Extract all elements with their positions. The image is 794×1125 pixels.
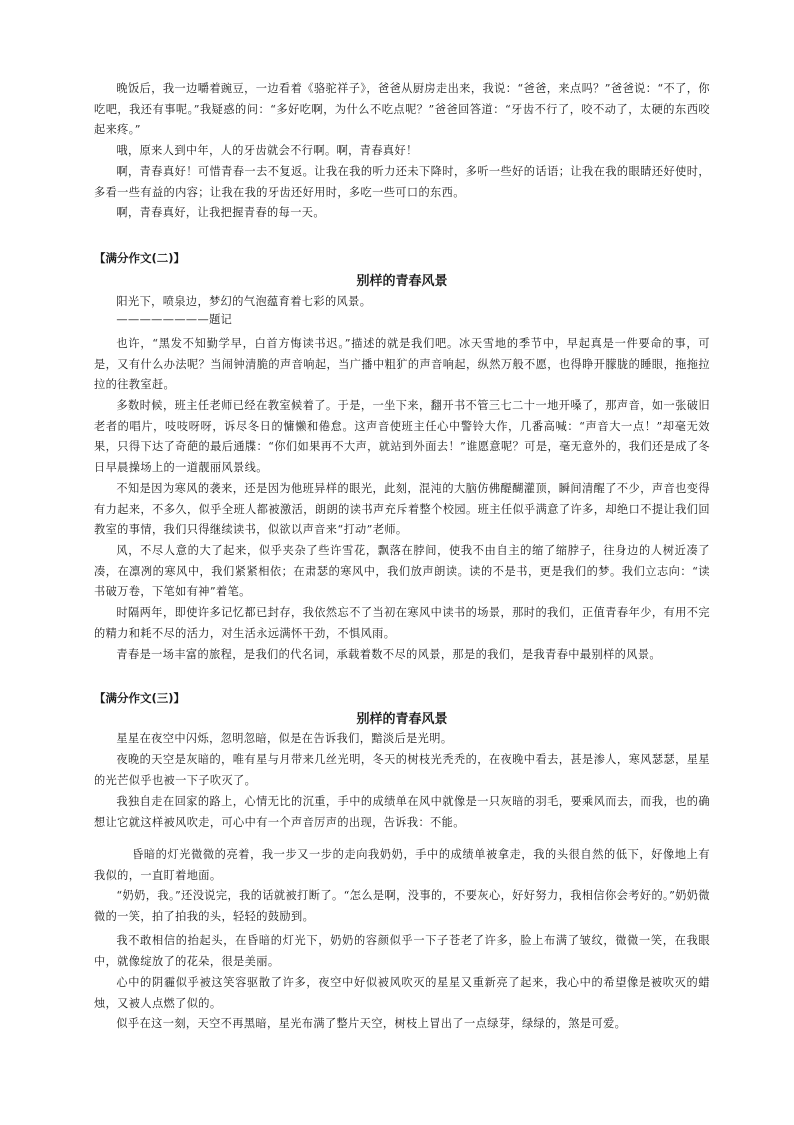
essay3-paragraph-4: 昏暗的灯光微微的亮着，我一步又一步的走向我奶奶，手中的成绩单被拿走，我的头很自然的低下，好像地上有我似的，一直盯着地面。 xyxy=(94,848,710,882)
essay3-paragraph-1: 星星在夜空中闪烁，忽明忽暗，似是在告诉我们，黯淡后是光明。 xyxy=(116,732,453,745)
essay3-section-label: 【满分作文(三)】 xyxy=(94,691,186,705)
essay2-title: 别样的青春风景 xyxy=(356,274,448,289)
intro-paragraph-2: 哦，原来人到中年，人的牙齿就会不行啊。啊，青春真好！ xyxy=(116,144,418,157)
essay3-paragraph-5: “奶奶，我。”还没说完，我的话就被打断了。“怎么是啊，没事的，不要灰心，好好努力，我相信你会考好的。”奶奶微微的一笑，拍了拍我的头，轻轻的鼓励到。 xyxy=(94,889,710,923)
essay2-paragraph-6: 青春是一场丰富的旅程，是我们的代名词，承载着数不尽的风景，那是的我们，是我青春中最别样的风景。 xyxy=(116,648,662,661)
essay3-title: 别样的青春风景 xyxy=(356,712,448,727)
essay2-paragraph-4: 风，不尽人意的大了起来，似乎夹杂了些许雪花，飘落在脖间，使我不由自主的缩了缩脖子，往身边的人树近凑了凑，在凛冽的寒风中，我们紧紧相依；在肃瑟的寒风中，我们放声朗读。读的不是书，更是我们的梦。我们立志向：“读书破万卷，下笔如有神”着笔。 xyxy=(94,544,710,598)
essay3-paragraph-2: 夜晚的天空是灰暗的，唯有星与月带来几丝光明，冬天的树枝光秃秃的，在夜晚中看去，甚是渗人，寒风瑟瑟，星星的光芒似乎也被一下子吹灭了。 xyxy=(94,753,710,787)
essay3-paragraph-3: 我独自走在回家的路上，心情无比的沉重，手中的成绩单在风中就像是一只灰暗的羽毛，要乘风而去，而我，也的确想让它就这样被风吹走，可心中有一个声音厉声的出现，告诉我：不能。 xyxy=(94,795,710,829)
essay3-paragraph-7: 心中的阴霾似乎被这笑容驱散了许多，夜空中好似被风吹灭的星星又重新亮了起来，我心中的希望像是被吹灭的蜡烛，又被人点燃了似的。 xyxy=(94,976,710,1010)
essay2-byline: ————————题记 xyxy=(116,313,233,326)
essay3-paragraph-6: 我不敢相信的抬起头，在昏暗的灯光下，奶奶的容颜似乎一下子苍老了许多，脸上布满了皱纹，微微一笑，在我眼中，就像绽放了的花朵，很是美丽。 xyxy=(94,934,710,968)
essay2-paragraph-2: 多数时候，班主任老师已经在教室候着了。于是，一坐下来，翻开书不管三七二十一地开嗓了，那声音，如一张破旧老者的唱片，吱吱呀呀，诉尽冬日的慵懒和倦怠。这声音使班主任心中警铃大作，几番高喊：“声音大一点！”却毫无效果，只得下达了奇葩的最后通牒：“你们如果再不大声，就站到外面去！”谁愿意呢？可是，毫无意外的，我们还是成了冬日早晨操场上的一道靓丽风景线。 xyxy=(94,399,710,474)
essay3-paragraph-8: 似乎在这一刻，天空不再黑暗，星光布满了整片天空，树枝上冒出了一点绿芽，绿绿的，煞是可爱。 xyxy=(116,1017,627,1030)
essay2-paragraph-3: 不知是因为寒风的袭来，还是因为他班异样的眼光，此刻，混沌的大脑仿佛醍醐灌顶，瞬间清醒了不少，声音也变得有力起来，不多久，似乎全班人都被激活，朗朗的读书声充斥着整个校园。班主任似乎满意了许多，却绝口不提让我们回教室的事情，我们只得继续读书，似欲以声音来“打动”老师。 xyxy=(94,482,710,536)
intro-paragraph-4: 啊，青春真好，让我把握青春的每一天。 xyxy=(116,206,325,219)
essay2-epigraph: 阳光下，喷泉边，梦幻的气泡蕴育着七彩的风景。 xyxy=(116,295,372,308)
intro-paragraph-3: 啊，青春真好！可惜青春一去不复返。让我在我的听力还未下降时，多听一些好的话语；让我在我的眼睛还好使时，多看一些有益的内容；让我在我的牙齿还好用时，多吃一些可口的东西。 xyxy=(94,165,710,199)
essay2-paragraph-5: 时隔两年，即使许多记忆都已封存，我依然忘不了当初在寒风中读书的场景，那时的我们，正值青春年少，有用不完的精力和耗不尽的活力，对生活永远满怀干劲，不惧风雨。 xyxy=(94,606,710,640)
essay2-section-label: 【满分作文(二)】 xyxy=(94,251,186,265)
intro-paragraph-1: 晚饭后，我一边嚼着豌豆，一边看着《骆驼祥子》，爸爸从厨房走出来，我说：“爸爸，来点吗？”爸爸说：“不了，你吃吧，我还有事呢。”我疑惑的问：“多好吃啊，为什么不吃点呢？”爸爸回答道：“牙齿不行了，咬不动了，太硬的东西咬起来疼。” xyxy=(94,82,710,136)
essay2-paragraph-1: 也许，“黑发不知勤学早，白首方悔读书迟。”描述的就是我们吧。冰天雪地的季节中，早起真是一件要命的事，可是，又有什么办法呢？当闹钟清脆的声音响起，当广播中粗犷的声音响起，纵然万般不愿，也得睁开朦胧的睡眼，拖拖拉拉的往教室赶。 xyxy=(94,337,710,391)
